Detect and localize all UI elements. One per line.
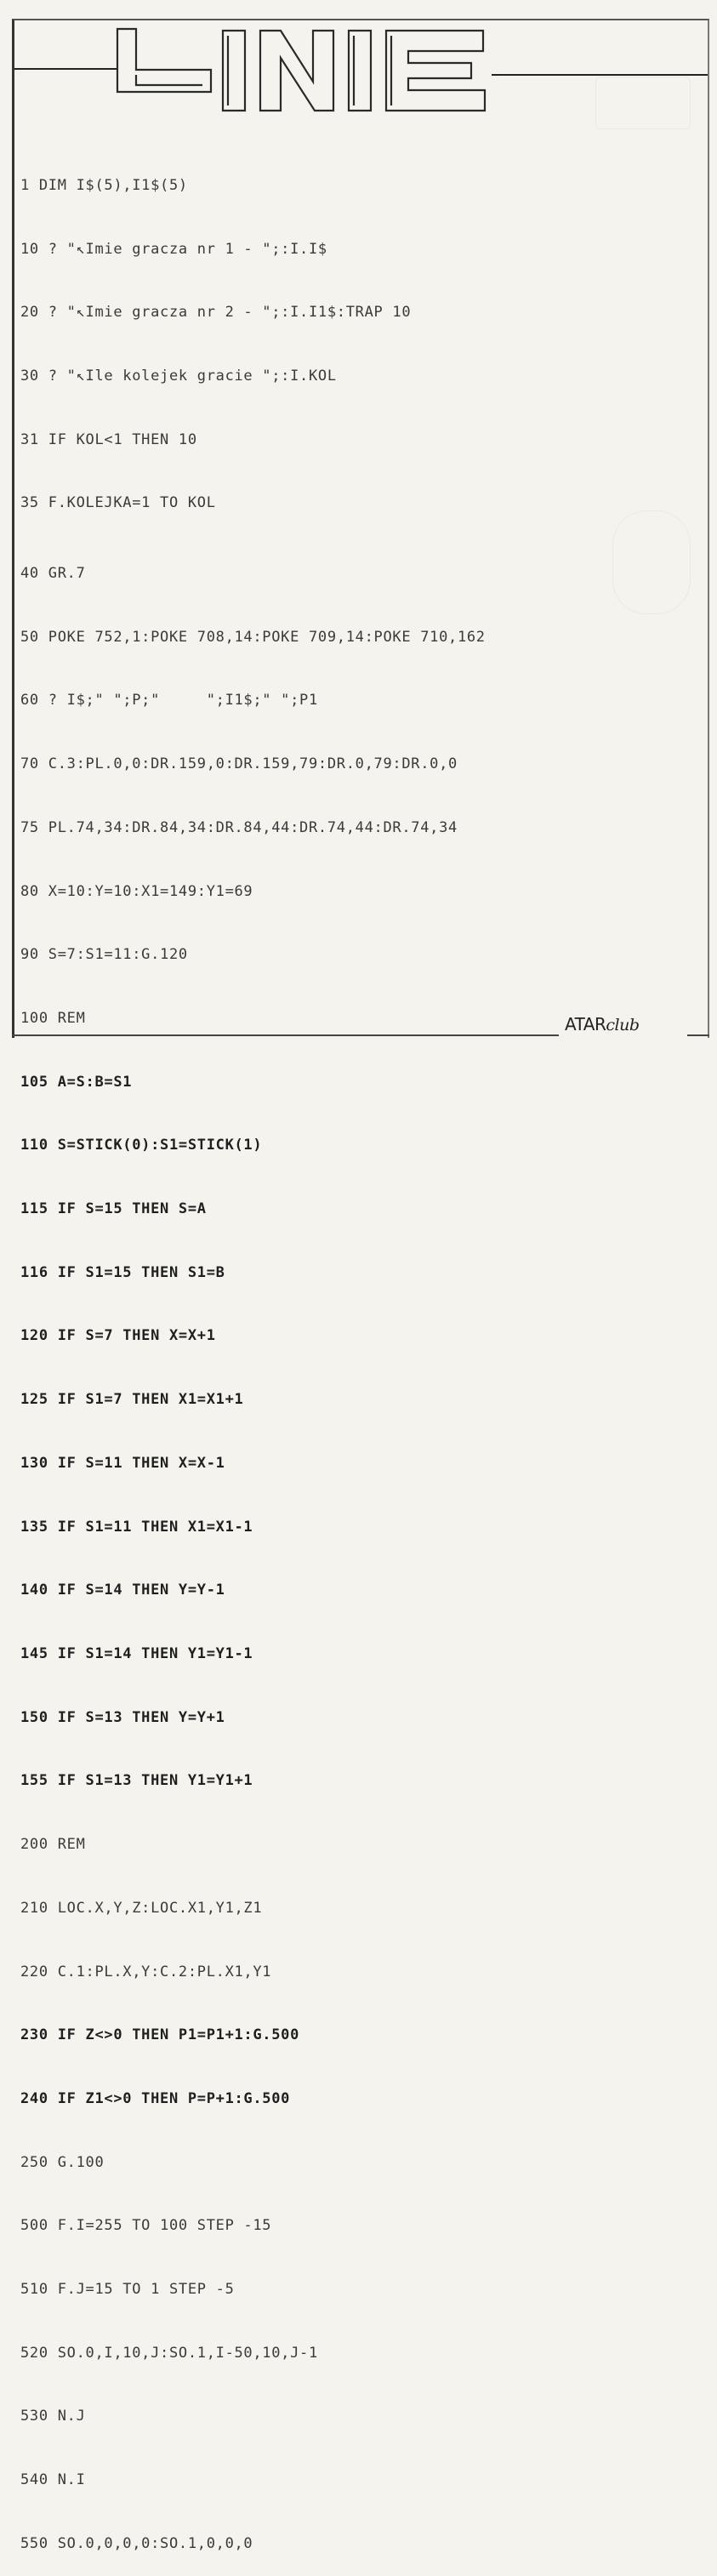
- bottom-rule-end: [687, 1034, 709, 1036]
- code-line: 240 IF Z1<>0 THEN P=P+1:G.500: [20, 2089, 291, 2107]
- code-line: 135 IF S1=11 THEN X1=X1-1: [20, 1518, 253, 1536]
- code-line: 40 GR.7: [20, 565, 86, 583]
- code-line: 550 SO.0,0,0,0:SO.1,0,0,0: [20, 2534, 253, 2552]
- code-line: 105 A=S:B=S1: [20, 1073, 133, 1091]
- code-line: 20 ? "↖Imie gracza nr 2 - ";:I.I1$:TRAP 10: [20, 304, 412, 322]
- title-logo: [111, 26, 495, 117]
- code-line: 210 LOC.X,Y,Z:LOC.X1,Y1,Z1: [20, 1899, 263, 1917]
- code-line: 230 IF Z<>0 THEN P1=P1+1:G.500: [20, 2026, 300, 2044]
- title-rule-right: [492, 74, 708, 76]
- code-line: 50 POKE 752,1:POKE 708,14:POKE 709,14:POKE 710,162: [20, 628, 486, 646]
- code-line: 120 IF S=7 THEN X=X+1: [20, 1327, 216, 1345]
- code-line: 200 REM: [20, 1836, 86, 1854]
- code-line: 30 ? "↖Ile kolejek gracie ";:I.KOL: [20, 367, 337, 385]
- code-line: 110 S=STICK(0):S1=STICK(1): [20, 1137, 263, 1154]
- code-line: 100 REM: [20, 1009, 86, 1027]
- code-line: 520 SO.0,I,10,J:SO.1,I-50,10,J-1: [20, 2344, 318, 2362]
- code-line: 70 C.3:PL.0,0:DR.159,0:DR.159,79:DR.0,79:DR.0,0: [20, 755, 458, 773]
- code-line: 530 N.J: [20, 2408, 86, 2425]
- title-rule-left: [14, 68, 117, 70]
- code-line: 500 F.I=255 TO 100 STEP -15: [20, 2217, 272, 2235]
- atari-club-stamp: [565, 1014, 640, 1034]
- code-line: 35 F.KOLEJKA=1 TO KOL: [20, 494, 216, 512]
- code-line: 116 IF S1=15 THEN S1=B: [20, 1263, 225, 1281]
- basic-listing: [20, 133, 486, 2576]
- stamp-prefix: ATAR: [565, 1014, 606, 1034]
- code-line: 1 DIM I$(5),I1$(5): [20, 176, 188, 194]
- code-line: 540 N.I: [20, 2471, 86, 2489]
- code-line: 130 IF S=11 THEN X=X-1: [20, 1454, 225, 1472]
- code-line: 125 IF S1=7 THEN X1=X1+1: [20, 1391, 244, 1409]
- code-line: 31 IF KOL<1 THEN 10: [20, 430, 197, 448]
- code-line: 220 C.1:PL.X,Y:C.2:PL.X1,Y1: [20, 1963, 272, 1980]
- code-line: 10 ? "↖Imie gracza nr 1 - ";:I.I$: [20, 240, 327, 258]
- code-line: 145 IF S1=14 THEN Y1=Y1-1: [20, 1644, 253, 1662]
- code-line: 250 G.100: [20, 2153, 105, 2171]
- code-line: 60 ? I$;" ";P;" ";I1$;" ";P1: [20, 692, 318, 710]
- code-line: 510 F.J=15 TO 1 STEP -5: [20, 2281, 235, 2299]
- code-line: 115 IF S=15 THEN S=A: [20, 1200, 207, 1218]
- code-line: 140 IF S=14 THEN Y=Y-1: [20, 1582, 225, 1599]
- code-line: 155 IF S1=13 THEN Y1=Y1+1: [20, 1772, 253, 1790]
- code-line: 75 PL.74,34:DR.84,34:DR.84,44:DR.74,44:DR.74,34: [20, 818, 458, 836]
- code-line: 90 S=7:S1=11:G.120: [20, 946, 188, 964]
- stamp-suffix: club: [606, 1016, 640, 1034]
- code-line: 150 IF S=13 THEN Y=Y+1: [20, 1708, 225, 1726]
- code-line: 80 X=10:Y=10:X1=149:Y1=69: [20, 882, 253, 900]
